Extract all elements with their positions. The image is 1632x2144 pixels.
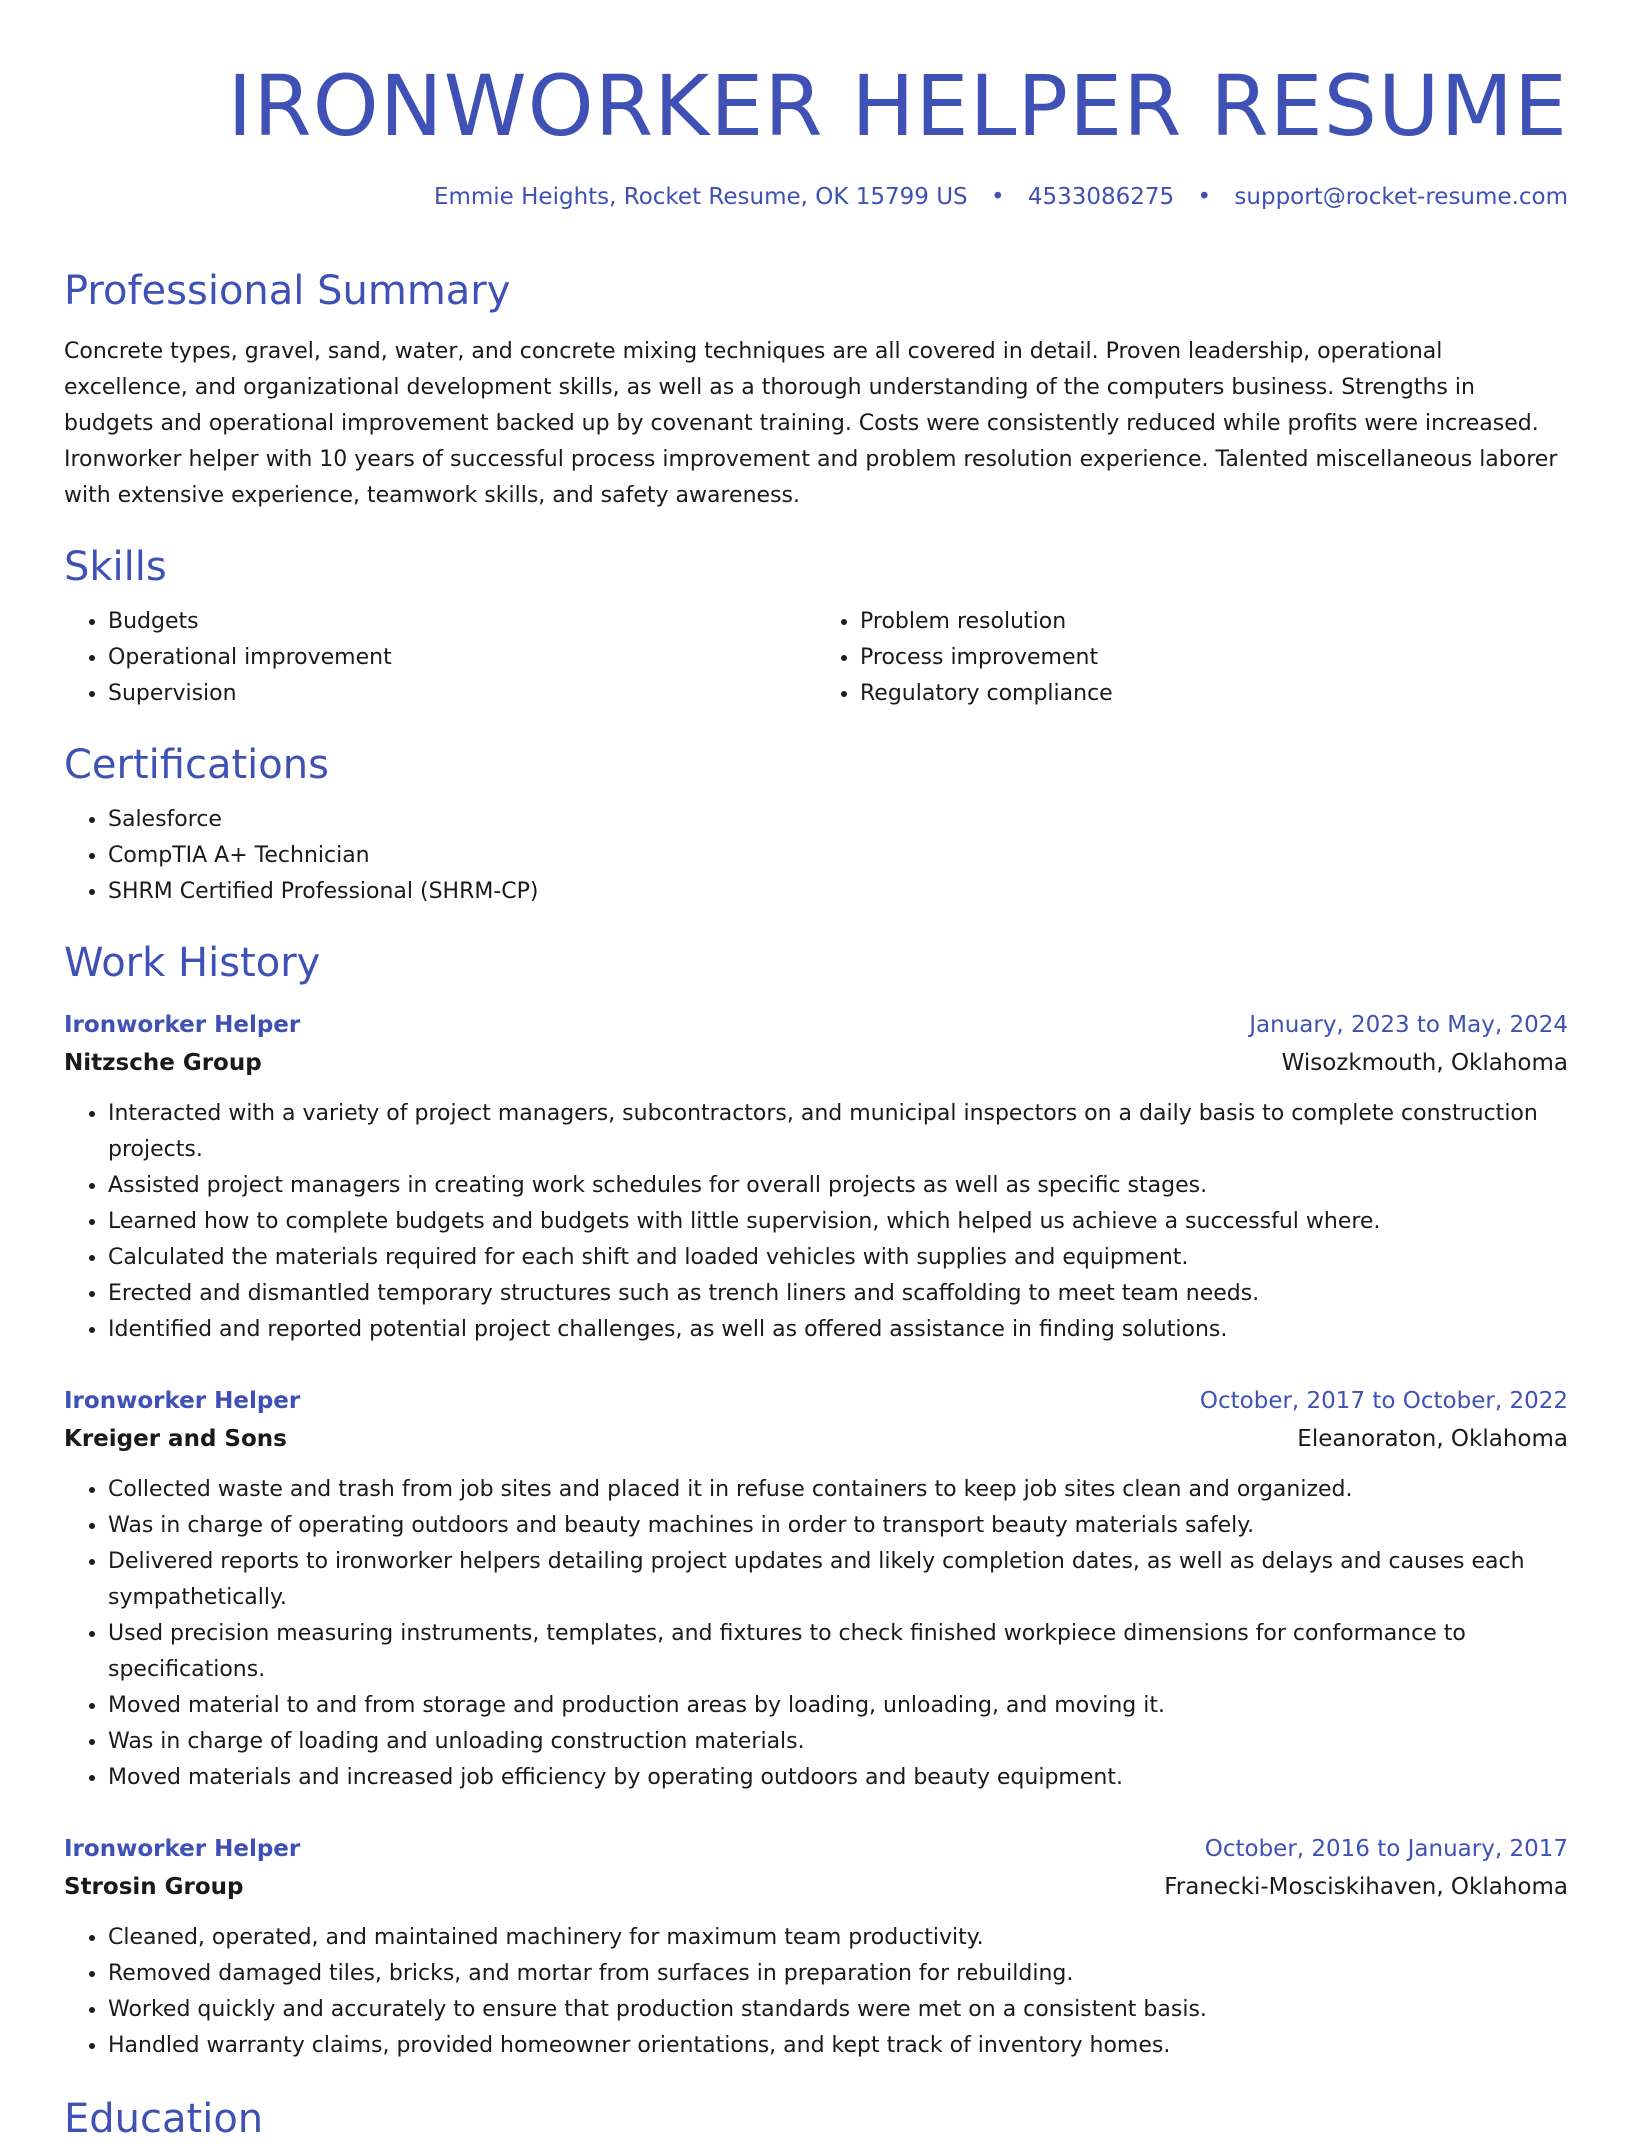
- contact-address: Emmie Heights, Rocket Resume, OK 15799 US: [433, 184, 968, 210]
- job-bullet: • Learned how to complete budgets and budgets with little supervision, which helped us achieve a successful where.: [108, 1204, 1568, 1240]
- job-company: Kreiger and Sons: [64, 1426, 287, 1452]
- education-heading: Education: [64, 2096, 264, 2142]
- summary-text: Concrete types, gravel, sand, water, and concrete mixing techniques are all covered in detail. Proven leadership, operational excellence, and organizational development skills, as well as a thorough understanding of the computers business. Strengths in budgets and operational improvement backed up by covenant training. Costs were consistently reduced while profits were increased. Ironworker helper with 10 years of successful process improvement and problem resolution experience. Talented miscellaneous laborer with extensive experience, teamwork skills, and safety awareness.: [64, 339, 1558, 508]
- summary-heading: Professional Summary: [64, 268, 511, 314]
- certification-item: • Salesforce: [108, 802, 1568, 838]
- job-bullet: • Identified and reported potential project challenges, as well as offered assistance in finding solutions.: [108, 1312, 1568, 1348]
- contact-phone: 4533086275: [1027, 184, 1175, 210]
- summary-section: [64, 266, 1568, 514]
- job-title-row: [64, 1830, 1568, 1868]
- job-bullet: • Interacted with a variety of project managers, subcontractors, and municipal inspectors on a daily basis to complete construction projects.: [108, 1096, 1568, 1168]
- skill-item: • Supervision: [108, 676, 816, 712]
- job-entry: [64, 1006, 1568, 1348]
- job-title: Ironworker Helper: [64, 1836, 301, 1862]
- job-bullet: • Moved material to and from storage and production areas by loading, unloading, and moving it.: [108, 1688, 1568, 1724]
- job-location: Wisozkmouth, Oklahoma: [1281, 1050, 1568, 1076]
- job-dates: January, 2023 to May, 2024: [1249, 1012, 1568, 1038]
- contact-email[interactable]: support@rocket-resume.com: [1234, 184, 1568, 210]
- job-bullet: • Was in charge of operating outdoors and beauty machines in order to transport beauty materials safely.: [108, 1508, 1568, 1544]
- job-bullet: • Collected waste and trash from job sites and placed it in refuse containers to keep job sites clean and organized.: [108, 1472, 1568, 1508]
- job-title-row: [64, 1382, 1568, 1420]
- job-title: Ironworker Helper: [64, 1388, 301, 1414]
- contact-separator: •: [990, 184, 1005, 210]
- job-location: Eleanoraton, Oklahoma: [1297, 1426, 1568, 1452]
- job-bullet: • Calculated the materials required for each shift and loaded vehicles with supplies and equipment.: [108, 1240, 1568, 1276]
- job-dates: October, 2016 to January, 2017: [1204, 1836, 1568, 1862]
- certification-item: • SHRM Certified Professional (SHRM-CP): [108, 874, 1568, 910]
- skills-list-left: [64, 604, 816, 712]
- job-bullet: • Worked quickly and accurately to ensure that production standards were met on a consistent basis.: [108, 1992, 1568, 2028]
- certifications-section: [64, 740, 1568, 910]
- job-company: Nitzsche Group: [64, 1050, 262, 1076]
- job-entry: [64, 1830, 1568, 2064]
- skills-columns: [64, 604, 1568, 712]
- education-section: [64, 2094, 1568, 2144]
- job-company: Strosin Group: [64, 1874, 244, 1900]
- job-bullet: • Delivered reports to ironworker helpers detailing project updates and likely completion dates, as well as delays and causes each sympathetically.: [108, 1544, 1568, 1616]
- certifications-heading: Certifications: [64, 742, 329, 788]
- skill-item: • Process improvement: [860, 640, 1568, 676]
- skill-item: • Problem resolution: [860, 604, 1568, 640]
- resume-page: [64, 0, 1568, 2144]
- job-bullets: [64, 1472, 1568, 1796]
- skill-item: • Budgets: [108, 604, 816, 640]
- skills-list-right: [816, 604, 1568, 712]
- job-entry: [64, 1382, 1568, 1796]
- skill-item: • Operational improvement: [108, 640, 816, 676]
- job-bullet: • Removed damaged tiles, bricks, and mortar from surfaces in preparation for rebuilding.: [108, 1956, 1568, 1992]
- job-company-row: [64, 1868, 1568, 1906]
- job-bullet: • Handled warranty claims, provided homeowner orientations, and kept track of inventory homes.: [108, 2028, 1568, 2064]
- contact-separator: •: [1197, 184, 1212, 210]
- job-bullet: • Assisted project managers in creating work schedules for overall projects as well as specific stages.: [108, 1168, 1568, 1204]
- work-history-heading: Work History: [64, 940, 321, 986]
- job-title: Ironworker Helper: [64, 1012, 301, 1038]
- job-dates: October, 2017 to October, 2022: [1199, 1388, 1568, 1414]
- job-bullets: [64, 1920, 1568, 2064]
- certification-item: • CompTIA A+ Technician: [108, 838, 1568, 874]
- job-title-row: [64, 1006, 1568, 1044]
- job-bullet: • Cleaned, operated, and maintained machinery for maximum team productivity.: [108, 1920, 1568, 1956]
- certifications-list: [64, 802, 1568, 910]
- skill-item: • Regulatory compliance: [860, 676, 1568, 712]
- contact-line: [64, 182, 1568, 212]
- job-bullets: [64, 1096, 1568, 1348]
- work-history-section: [64, 938, 1568, 2064]
- job-location: Franecki-Mosciskihaven, Oklahoma: [1164, 1874, 1568, 1900]
- job-bullet: • Used precision measuring instruments, templates, and fixtures to check finished workpiece dimensions for conformance to specifications.: [108, 1616, 1568, 1688]
- job-company-row: [64, 1044, 1568, 1082]
- resume-title: IRONWORKER HELPER RESUME: [227, 57, 1568, 155]
- job-company-row: [64, 1420, 1568, 1458]
- skills-heading: Skills: [64, 544, 167, 590]
- job-bullet: • Moved materials and increased job efficiency by operating outdoors and beauty equipment.: [108, 1760, 1568, 1796]
- skills-section: [64, 542, 1568, 712]
- job-bullet: • Was in charge of loading and unloading construction materials.: [108, 1724, 1568, 1760]
- job-bullet: • Erected and dismantled temporary structures such as trench liners and scaffolding to meet team needs.: [108, 1276, 1568, 1312]
